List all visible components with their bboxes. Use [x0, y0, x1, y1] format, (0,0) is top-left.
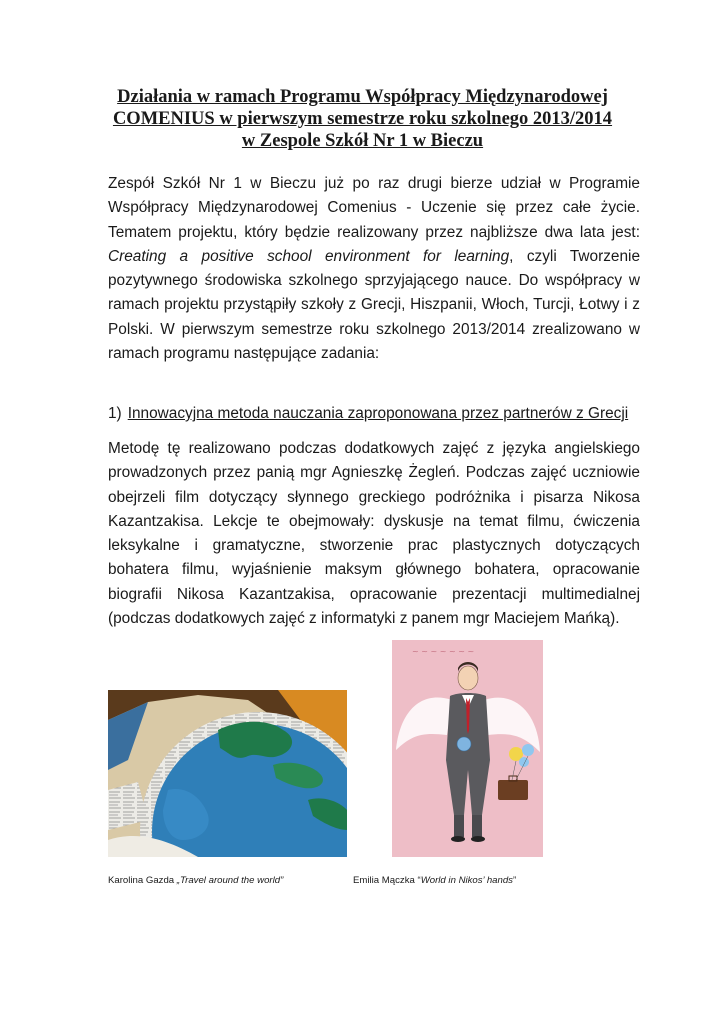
caption-2-open-quote: “: [417, 875, 421, 886]
intro-text-part-2: , czyli Tworzenie pozytywnego środowiska szkolnego sprzyjającego nauce. Do współpracy w ramach projektu przystąpiły szkoły z Grecji, Hiszpanii, Włoch, Turcji, Łotwy i z Polski. W pierwszym semestrze roku szkolnego 2013/2014 zrealizowano w ramach programu następujące zadania:: [108, 247, 640, 363]
caption-2-work-title: World in Nikos’ hands: [420, 875, 513, 886]
caption-2-author: Emilia Mączka: [353, 875, 418, 886]
section-1-heading-text: Innowacyjna metoda nauczania zaproponowana przez partnerów z Grecji: [127, 405, 629, 422]
project-title-english: Creating a positive school environment for learning: [108, 247, 510, 265]
section-1-heading: [108, 403, 668, 425]
document-title: [60, 86, 665, 152]
caption-artwork-2: [353, 875, 516, 887]
svg-text:~ ~ ~ ~ ~ ~ ~: ~ ~ ~ ~ ~ ~ ~: [412, 647, 475, 656]
intro-paragraph: [108, 172, 640, 366]
drawing-figure-with-wings: [392, 640, 543, 857]
section-1-number: 1): [108, 405, 122, 422]
globe-collage-image: [108, 690, 347, 857]
caption-artwork-1: [108, 875, 283, 887]
section-1-paragraph: Metodę tę realizowano podczas dodatkowych zajęć z języka angielskiego prowadzonych przez panią mgr Agnieszkę Żegleń. Podczas zajęć uczniowie obejrzeli film dotyczący słynnego greckiego podróżnika i pisarza Nikosa Kazantzakisa. Lekcje te obejmowały: dyskusje na temat filmu, ćwiczenia leksykalne i gramatyczne, stworzenie prac plastycznych dotyczących bohatera filmu, wyjaśnienie maksym głównego bohatera, opracowanie biografii Nikosa Kazantzakisa, opracowanie prezentacji multimedialnej (podczas dodatkowych zajęć z informatyki z panem mgr Maciejem Mańką).: [108, 440, 640, 628]
artwork-travel-around-the-world: [108, 690, 347, 857]
caption-1-work-title: Travel around the world: [180, 875, 281, 886]
caption-1-author: Karolina Gazda: [108, 875, 177, 886]
caption-1-close-quote: ”: [280, 875, 284, 886]
artwork-world-in-nikos-hands: [392, 640, 543, 857]
title-line-2: COMENIUS w pierwszym semestrze roku szkolnego 2013/2014: [112, 109, 613, 129]
caption-2-close-quote: ”: [512, 875, 517, 886]
title-line-3: w Zespole Szkół Nr 1 w Bieczu: [241, 131, 484, 151]
title-line-1: Działania w ramach Programu Współpracy Międzynarodowej: [117, 87, 608, 107]
caption-1-open-quote: „: [176, 875, 180, 886]
intro-text-part-1: Zespół Szkół Nr 1 w Bieczu już po raz drugi bierze udział w Programie Współpracy Międzynarodowej Comenius - Uczenie się przez całe życie. Tematem projektu, który będzie realizowany przez najbliższe dwa lata jest:: [108, 175, 640, 241]
